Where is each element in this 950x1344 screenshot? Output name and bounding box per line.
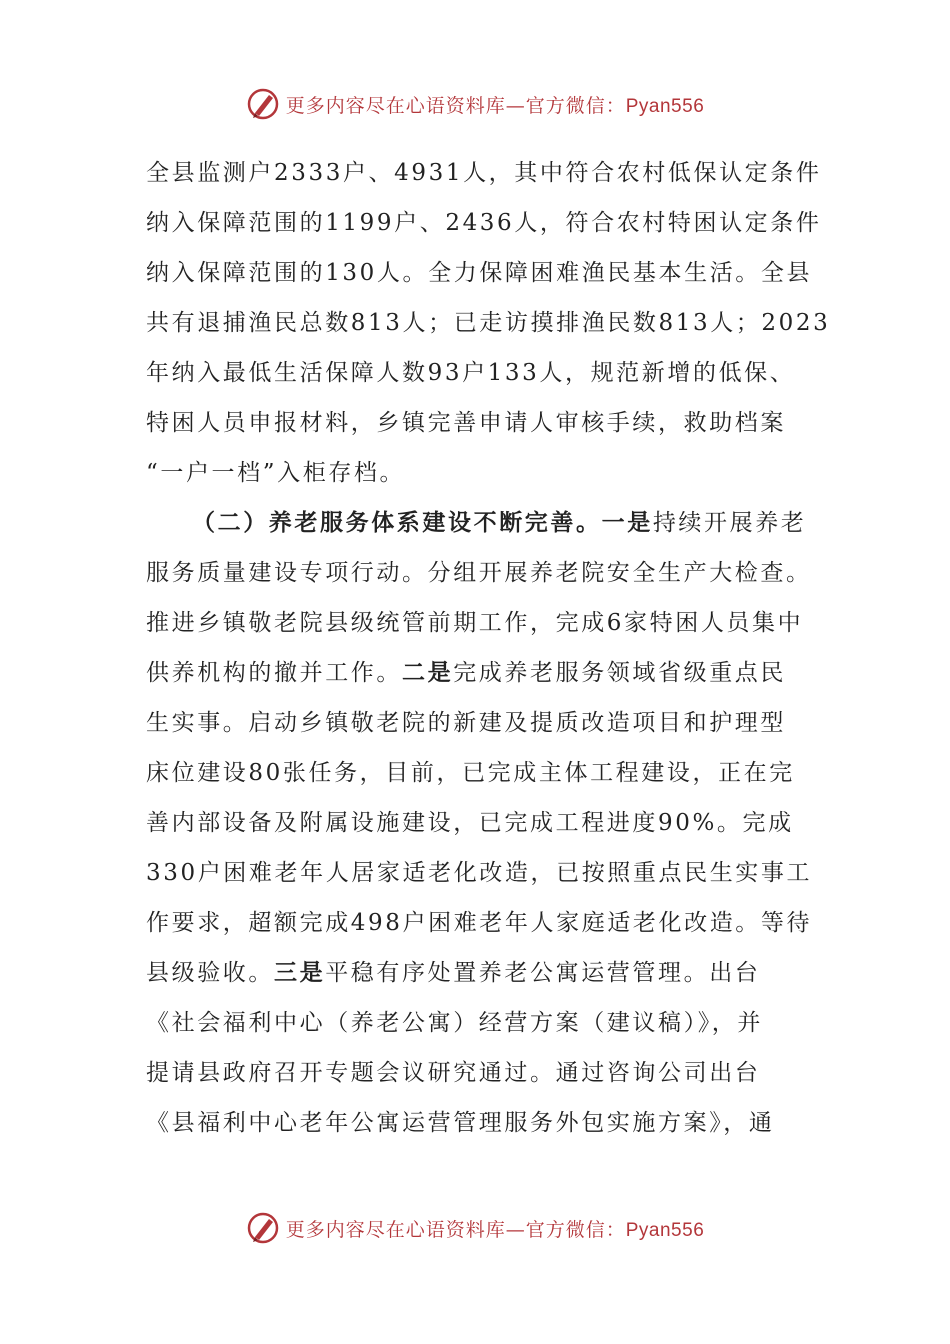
header-watermark bbox=[0, 84, 950, 124]
text-line: 供养机构的撤并工作。二是完成养老服务领域省级重点民 bbox=[146, 660, 787, 686]
text-line: “一户一档”入柜存档。 bbox=[146, 460, 406, 486]
text-line: 作要求，超额完成498户困难老年人家庭适老化改造。等待 bbox=[146, 910, 813, 936]
pen-logo-icon bbox=[246, 1211, 280, 1245]
text-line: 床位建设80张任务，目前，已完成主体工程建设，正在完 bbox=[146, 760, 795, 786]
text-line: 提请县政府召开专题会议研究通过。通过咨询公司出台 bbox=[146, 1060, 761, 1086]
footer-watermark bbox=[0, 1208, 950, 1248]
text-line: 生实事。启动乡镇敬老院的新建及提质改造项目和护理型 bbox=[146, 710, 787, 736]
text-line: 纳入保障范围的130人。全力保障困难渔民基本生活。全县 bbox=[146, 260, 813, 286]
watermark-account: 官方微信： bbox=[525, 94, 626, 117]
pen-logo-icon bbox=[246, 87, 280, 121]
watermark-handle: Pyan556 bbox=[625, 95, 705, 117]
text-line: 330户困难老年人居家适老化改造，已按照重点民生实事工 bbox=[146, 860, 813, 886]
text-line: 服务质量建设专项行动。分组开展养老院安全生产大检查。 bbox=[146, 560, 812, 586]
text-line: 全县监测户2333户、4931人，其中符合农村低保认定条件 bbox=[146, 160, 822, 186]
text-line: 《社会福利中心（养老公寓）经营方案（建议稿）》，并 bbox=[146, 1010, 763, 1036]
text-line: 县级验收。三是平稳有序处置养老公寓运营管理。出台 bbox=[146, 960, 761, 986]
text-line: 年纳入最低生活保障人数93户133人，规范新增的低保、 bbox=[146, 360, 796, 386]
text-line: 推进乡镇敬老院县级统管前期工作，完成6家特困人员集中 bbox=[146, 610, 804, 636]
watermark-main: 更多内容尽在心语资料库 bbox=[285, 1218, 506, 1241]
text-line: 纳入保障范围的1199户、2436人，符合农村特困认定条件 bbox=[146, 210, 822, 236]
text-line: 《县福利中心老年公寓运营管理服务外包实施方案》，通 bbox=[146, 1110, 775, 1136]
text-line: 特困人员申报材料，乡镇完善申请人审核手续，救助档案 bbox=[146, 410, 786, 436]
watermark-main: 更多内容尽在心语资料库 bbox=[285, 94, 506, 117]
watermark-sep: — bbox=[505, 94, 526, 117]
watermark-handle: Pyan556 bbox=[625, 1219, 705, 1241]
text-line: 共有退捕渔民总数813人；已走访摸排渔民数813人；2023 bbox=[146, 310, 831, 336]
watermark-text bbox=[286, 1215, 705, 1242]
text-line: 善内部设备及附属设施建设，已完成工程进度90%。完成 bbox=[146, 810, 794, 836]
document-body bbox=[146, 148, 831, 1148]
watermark-account: 官方微信： bbox=[525, 1218, 626, 1241]
section-heading-line: （二）养老服务体系建设不断完善。一是持续开展养老 bbox=[192, 510, 807, 536]
watermark-sep: — bbox=[505, 1218, 526, 1241]
watermark-text bbox=[286, 91, 705, 118]
